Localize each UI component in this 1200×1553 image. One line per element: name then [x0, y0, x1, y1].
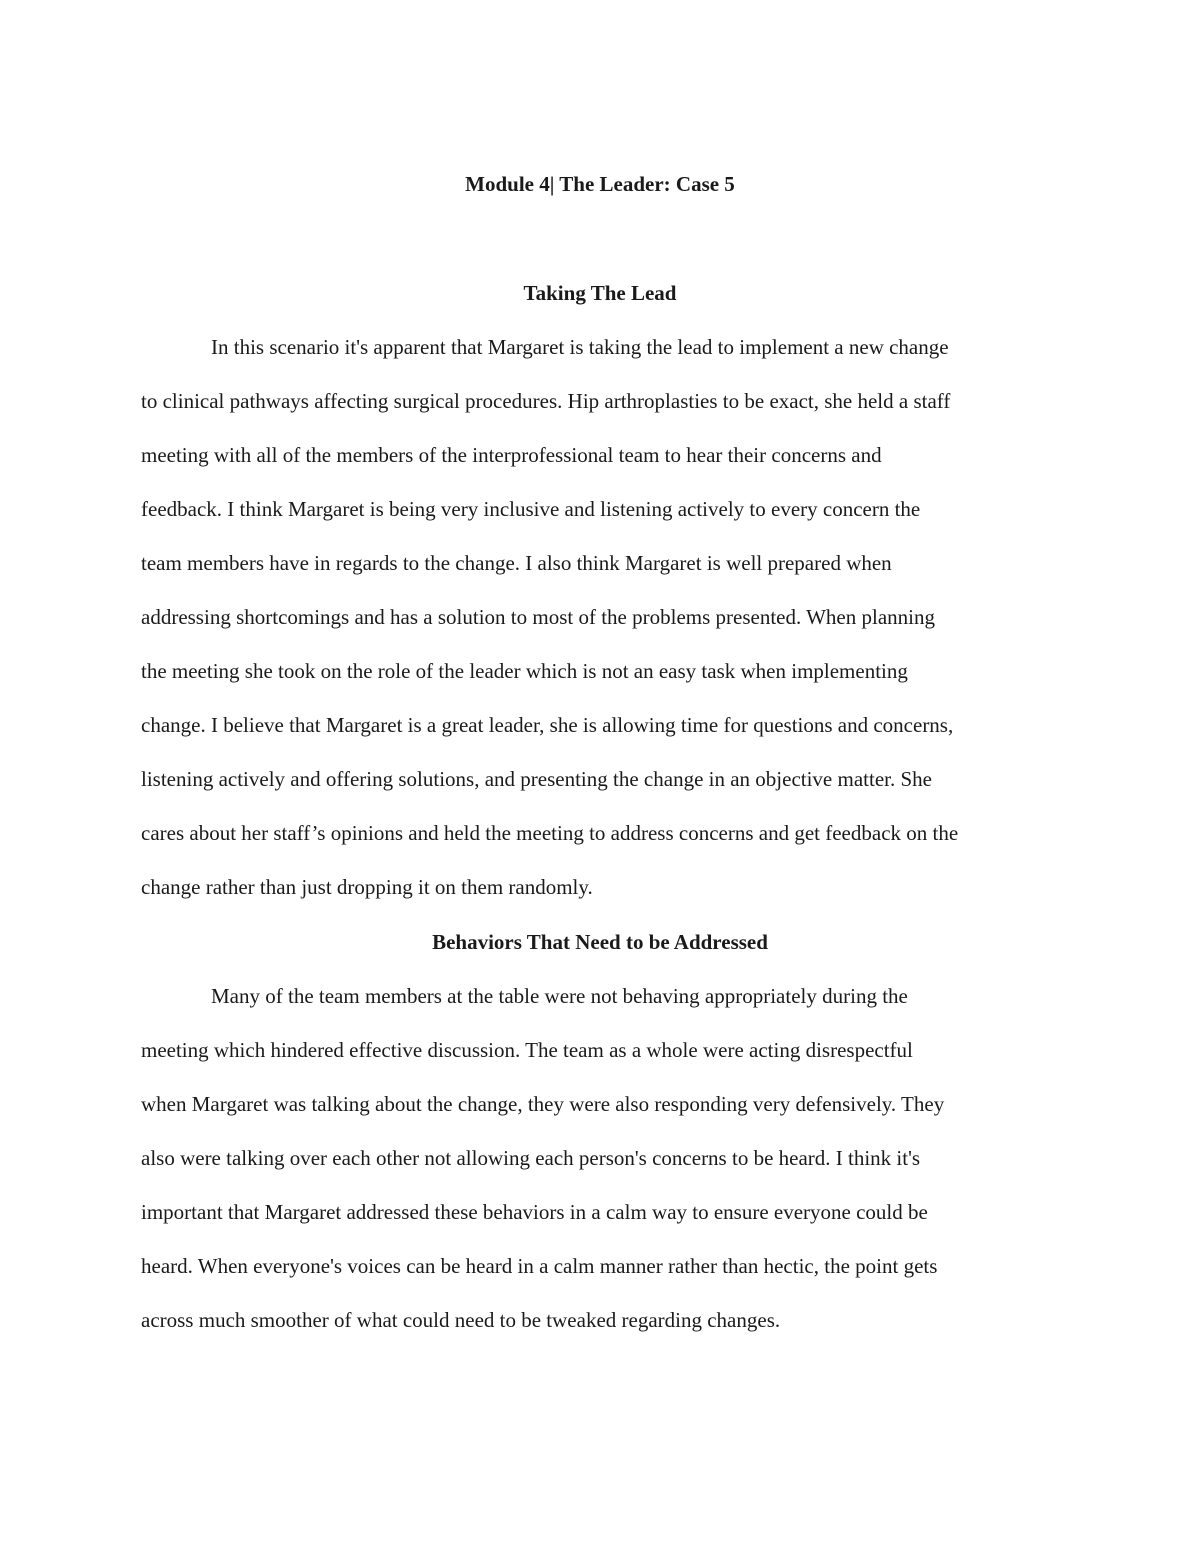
paragraph-line: also were talking over each other not allowing each person's concerns to be heard. I think it's	[141, 1146, 921, 1170]
paragraph-line: feedback. I think Margaret is being very inclusive and listening actively to every concern the	[141, 497, 921, 521]
paragraph-line: across much smoother of what could need to be tweaked regarding changes.	[141, 1308, 781, 1332]
paragraph-line: important that Margaret addressed these behaviors in a calm way to ensure everyone could be	[141, 1200, 928, 1224]
paragraph-line: change rather than just dropping it on them randomly.	[141, 875, 593, 899]
paragraph-line: listening actively and offering solutions, and presenting the change in an objective matter. She	[141, 767, 932, 791]
paragraph-line: when Margaret was talking about the change, they were also responding very defensively. They	[141, 1092, 945, 1116]
paragraph-line: cares about her staff’s opinions and held the meeting to address concerns and get feedback on the	[141, 821, 959, 845]
document-title: Module 4| The Leader: Case 5	[465, 172, 735, 196]
paragraph-line: the meeting she took on the role of the leader which is not an easy task when implementing	[141, 659, 908, 683]
paragraph-line: In this scenario it's apparent that Margaret is taking the lead to implement a new change	[211, 335, 949, 359]
paragraph-line: team members have in regards to the change. I also think Margaret is well prepared when	[141, 551, 892, 575]
paragraph-line: to clinical pathways affecting surgical procedures. Hip arthroplasties to be exact, she held a staff	[141, 389, 951, 413]
paragraph-line: meeting with all of the members of the interprofessional team to hear their concerns and	[141, 443, 882, 467]
paragraph-line: heard. When everyone's voices can be heard in a calm manner rather than hectic, the point gets	[141, 1254, 938, 1278]
paragraph-line: change. I believe that Margaret is a great leader, she is allowing time for questions and concerns,	[141, 713, 954, 737]
section-heading-behaviors: Behaviors That Need to be Addressed	[432, 930, 768, 954]
paragraph-line: addressing shortcomings and has a solution to most of the problems presented. When planning	[141, 605, 935, 629]
paragraph-line: meeting which hindered effective discussion. The team as a whole were acting disrespectful	[141, 1038, 913, 1062]
paragraph-line: Many of the team members at the table were not behaving appropriately during the	[211, 984, 908, 1008]
section-heading-taking-the-lead: Taking The Lead	[523, 281, 677, 305]
